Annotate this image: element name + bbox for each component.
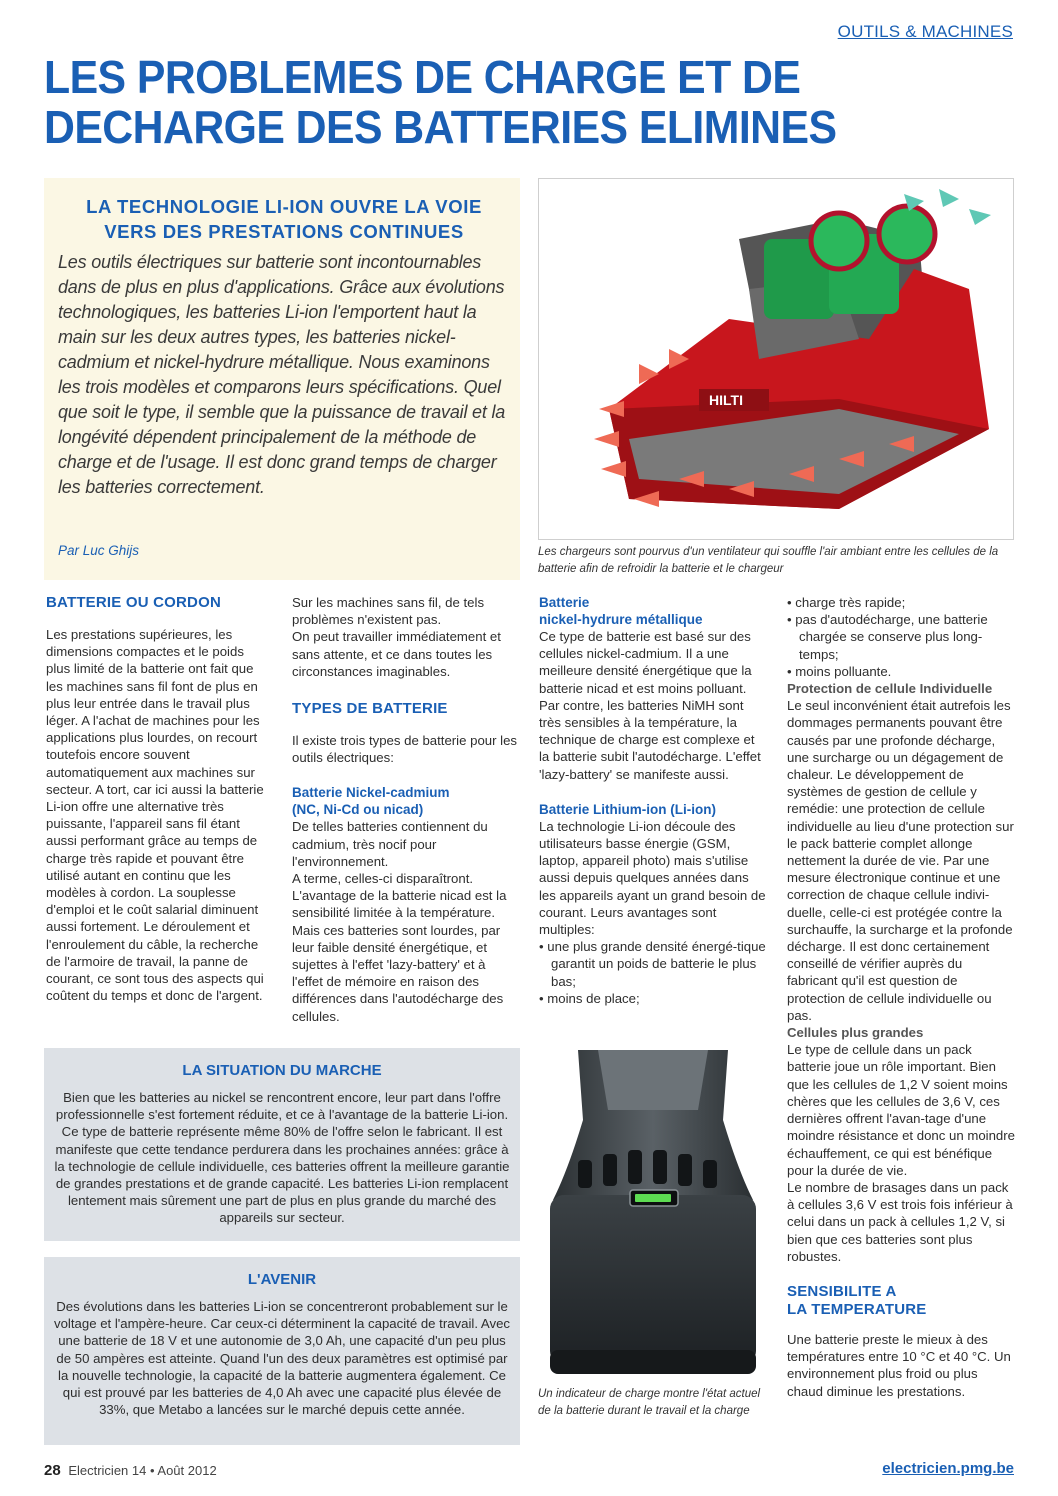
byline: Par Luc Ghijs — [58, 543, 140, 558]
heading-sensibilite-temperature — [787, 1283, 1015, 1319]
col1-paragraph: Les prestations supérieures, les dimensions compactes et le poids plus limité de la batterie ont fait que les machines sans fil font de plus en plus leur entrée dans le travail plus léger. A l'achat de machines pour les applications plus lourdes, on recourt toutefois encore souvent automatiquement aux machines sur secteur. A tort, car ici aussi la batterie Li-ion offre une alternative très puissante, l'appareil sans fil étant aussi performant grâce au temps de charge très rapide et pouvant être utilisé autant en continu que les modèles à cordon. La souplesse d'emploi et le coût salarial diminuent aussi fortement. Le déroulement et l'enroulement du câble, la recherche de l'armoire de travail, la panne de courant, ce sont tous des aspects qui coûtent du temps et donc de l'argent. — [46, 627, 264, 1004]
vent-slot — [703, 1160, 717, 1188]
subheading-nickel-cadmium-line2: (NC, Ni-Cd ou nicad) — [292, 802, 424, 818]
heading-sensibilite-line2: LA TEMPERATURE — [787, 1300, 927, 1318]
heading-batterie-ou-cordon: BATTERIE OU CORDON — [46, 594, 221, 611]
col2-paragraph-5: A terme, celles-ci disparaîtront. L'avantage de la batterie nicad est la sensibilité limitée à la température. Mais ces batteries sont lourdes, par leur faible densité énergétique, et sujettes à l'effet 'lazy-battery' et à l'effet de mémoire en raison des différences dans l'autodécharge des cellules. — [292, 871, 507, 1024]
intro-text: Les outils électriques sur batterie sont incontournables dans de plus en plus d'applications. Grâce aux évolutions technologiques, les batteries Li-ion l'emportent haut la main sur les deux autres types, les batteries nickel-cadmium et nickel-hydrure métallique. Nous examinons les trois modèles et comparons leurs spécifications. Quel que soit le type, il semble que la puissance de travail et la longévité dépendent principalement de la méthode de charge et de l'usage. Il est donc grand temps de charger les batteries correctement. — [58, 252, 506, 497]
subheading-cellules-plus-grandes: Cellules plus grandes — [787, 1025, 924, 1041]
hilti-logo: HILTI — [709, 392, 743, 408]
list-item: • charge très rapide; — [787, 594, 1015, 611]
subheading-li-ion: Batterie Lithium-ion (Li-ion) — [539, 801, 716, 817]
subheading-nickel-cadmium-line1: Batterie Nickel-cadmium — [292, 785, 450, 801]
charge-indicator-photo — [538, 1050, 768, 1380]
col2-paragraph-2: On peut travailler immédiatement et sans attente, et ce dans toutes les circonstances imaginables. — [292, 629, 501, 679]
vent-slot — [603, 1154, 617, 1186]
list-item: • moins polluante. — [787, 663, 1015, 680]
column-3 — [539, 594, 767, 1007]
airflow-arrow — [594, 431, 619, 447]
charger-illustration — [538, 178, 1014, 540]
intro-title — [58, 194, 510, 244]
issue-info: Electricien 14 • Août 2012 — [68, 1463, 217, 1478]
col4-paragraph-2: Le type de cellule dans un pack batterie joue un rôle important. Bien que les cellules de 1,2 V soient moins chères que les cellules de 3,6 V, ces dernières offrent l'avan-tage d'une moindre résistance et donc un moindre échauffement, ce qui est bénéfique pour la durée de vie. — [787, 1042, 1015, 1178]
col2-paragraph-4: De telles batteries contiennent du cadmium, très nocif pour l'environnement. — [292, 819, 488, 869]
charge-indicator-level — [635, 1194, 671, 1202]
intake-arrow — [939, 189, 959, 207]
list-item: • pas d'autodécharge, une batterie chargée se conserve plus long-temps; — [787, 611, 1015, 663]
future-text: Des évolutions dans les batteries Li-ion se concentreront probablement sur le voltage et l'ampère-heure. Car ceux-ci déterminent la capacité de travail. Avec une batterie de 18 V et une autonomie de 3,0 Ah, une capacité d'un peu plus de 50 ampères est atteinte. Quand l'un des deux paramètres est optimisé par la nouvelle technologie, la capacité de la batterie augmentera également. Ce qui est prouvé par les batteries de 4,0 Ah avec une capacité plus élevée de 33%, que Metabo a lancées sur le marché depuis cette année. — [54, 1299, 511, 1418]
page-number: 28 — [44, 1462, 61, 1479]
battery-pack — [550, 1195, 756, 1365]
col4-paragraph-4: Une batterie preste le mieux à des températures entre 10 °C et 40 °C. Un environnement plus froid ou plus chaud diminue les prestations. — [787, 1331, 1011, 1399]
charger-caption: Les chargeurs sont pourvus d'un ventilateur qui souffle l'air ambiant entre les cellules de la batterie afin de refroidir la batterie et le chargeur — [538, 546, 999, 575]
vent-slot — [578, 1160, 592, 1188]
subheading-nimh — [539, 594, 767, 628]
battery-foot — [550, 1350, 756, 1374]
col2-paragraph-1: Sur les machines sans fil, de tels problèmes n'existent pas. — [292, 595, 485, 628]
heading-types-de-batterie: TYPES DE BATTERIE — [292, 700, 448, 718]
col2-paragraph-3: Il existe trois types de batterie pour les outils électriques: — [292, 733, 518, 766]
airflow-arrow — [601, 461, 626, 477]
future-box — [44, 1257, 520, 1445]
page-title-line2: DECHARGE DES BATTERIES ELIMINES — [44, 101, 837, 153]
vent-slot — [628, 1150, 642, 1184]
market-heading: LA SITUATION DU MARCHE — [182, 1062, 382, 1079]
page-title-line1: LES PROBLEMES DE CHARGE ET DE — [44, 51, 801, 103]
intake-arrow — [969, 209, 991, 225]
col4-paragraph-1: Le seul inconvénient était autrefois les dommages permanents pouvant être causés par une profonde décharge, une surcharge ou un dégagement de chaleur. Le développement de systèmes de gestion de cellule y remédie: une protection de cellule individuelle au lieu d'une protection sur le pack batterie complet allonge nettement la durée de vie. Par une mesure électronique continue et une correction de chaque cellule indivi-duelle, celle-ci est protégée contre la surchauffe, la surcharge et la profonde décharge. Il est donc certainement conseillé de vérifier auprès du fabricant qu'il est question de protection de cellule individuelle ou pas. — [787, 698, 1014, 1023]
subheading-protection-cellule: Protection de cellule Individuelle — [787, 681, 993, 697]
market-text: Bien que les batteries au nickel se rencontrent encore, leur part dans l'offre professionnelle s'est fortement réduite, et ce à l'avantage de la batterie Li-ion. Ce type de batterie représente même 80% de l'offre selon le fabricant. Il est manifeste que cette tendance perdurera dans les prochaines années: grâce à la technologie de cellule individuelle, ces batteries offrent la meilleure garantie de grandes prestations et de grande capacité. Les batteries Li-ion remplacent lentement mais sûrement une part de plus en plus grande du marché des appareils sur secteur. — [54, 1090, 510, 1226]
website-link[interactable]: electricien.pmg.be — [882, 1460, 1014, 1477]
grip-highlight — [598, 1050, 708, 1110]
section-tag[interactable]: OUTILS & MACHINES — [837, 22, 1013, 41]
indicator-caption: Un indicateur de charge montre l'état actuel de la batterie durant le travail et la charge — [538, 1388, 761, 1417]
market-box — [44, 1048, 520, 1241]
column-4 — [787, 594, 1015, 1400]
intro-title-line1: LA TECHNOLOGIE LI-ION OUVRE LA VOIE — [86, 196, 482, 217]
intro-title-line2: VERS DES PRESTATIONS CONTINUES — [104, 221, 464, 242]
intro-box — [44, 178, 520, 580]
subheading-nimh-line2: nickel-hydrure métallique — [539, 612, 703, 627]
battery-tool-svg — [538, 1050, 768, 1380]
cell-end-2 — [879, 206, 935, 262]
column-1 — [46, 594, 270, 1004]
cell-end-1 — [811, 213, 867, 269]
col3-bullet-list — [539, 938, 767, 1007]
list-item: • moins de place; — [539, 990, 767, 1007]
page-title — [44, 52, 955, 152]
charger-cutaway-svg — [539, 179, 1014, 540]
vent-slot — [678, 1154, 692, 1186]
subheading-nickel-cadmium — [292, 784, 520, 818]
col4-bullet-list — [787, 594, 1015, 680]
future-heading: L'AVENIR — [247, 1271, 317, 1288]
col4-paragraph-3: Le nombre de brasages dans un pack à cellules 3,6 V est trois fois inférieur à celui dans un pack à cellules 1,2 V, si bien que ces batteries sont plus robustes. — [787, 1179, 1013, 1264]
column-2 — [292, 594, 520, 1025]
footer-issue — [44, 1462, 217, 1479]
list-item: • une plus grande densité énergé-tique garantit un poids de batterie le plus bas; — [539, 938, 767, 990]
heading-sensibilite-line1: SENSIBILITE A — [787, 1282, 897, 1300]
col3-paragraph-2: La technologie Li-ion découle des utilisateurs basse énergie (GSM, laptop, appareil photo) mais s'utilise aussi depuis quelques années dans les appareils ayant un grand besoin de courant. Leurs avantages sont multiples: — [539, 818, 766, 938]
vent-slot — [653, 1150, 667, 1184]
subheading-nimh-line1: Batterie — [539, 595, 590, 610]
col3-paragraph-1: Ce type de batterie est basé sur des cellules nickel-cadmium. Il a une meilleure densité énergétique que la batterie nicad et est moins polluant. Par contre, les batteries NiMH sont très sensibles à la température, la technique de charge est complexe et la batterie subit l'autodécharge. L'effet 'lazy-battery' se manifeste aussi. — [539, 629, 761, 782]
